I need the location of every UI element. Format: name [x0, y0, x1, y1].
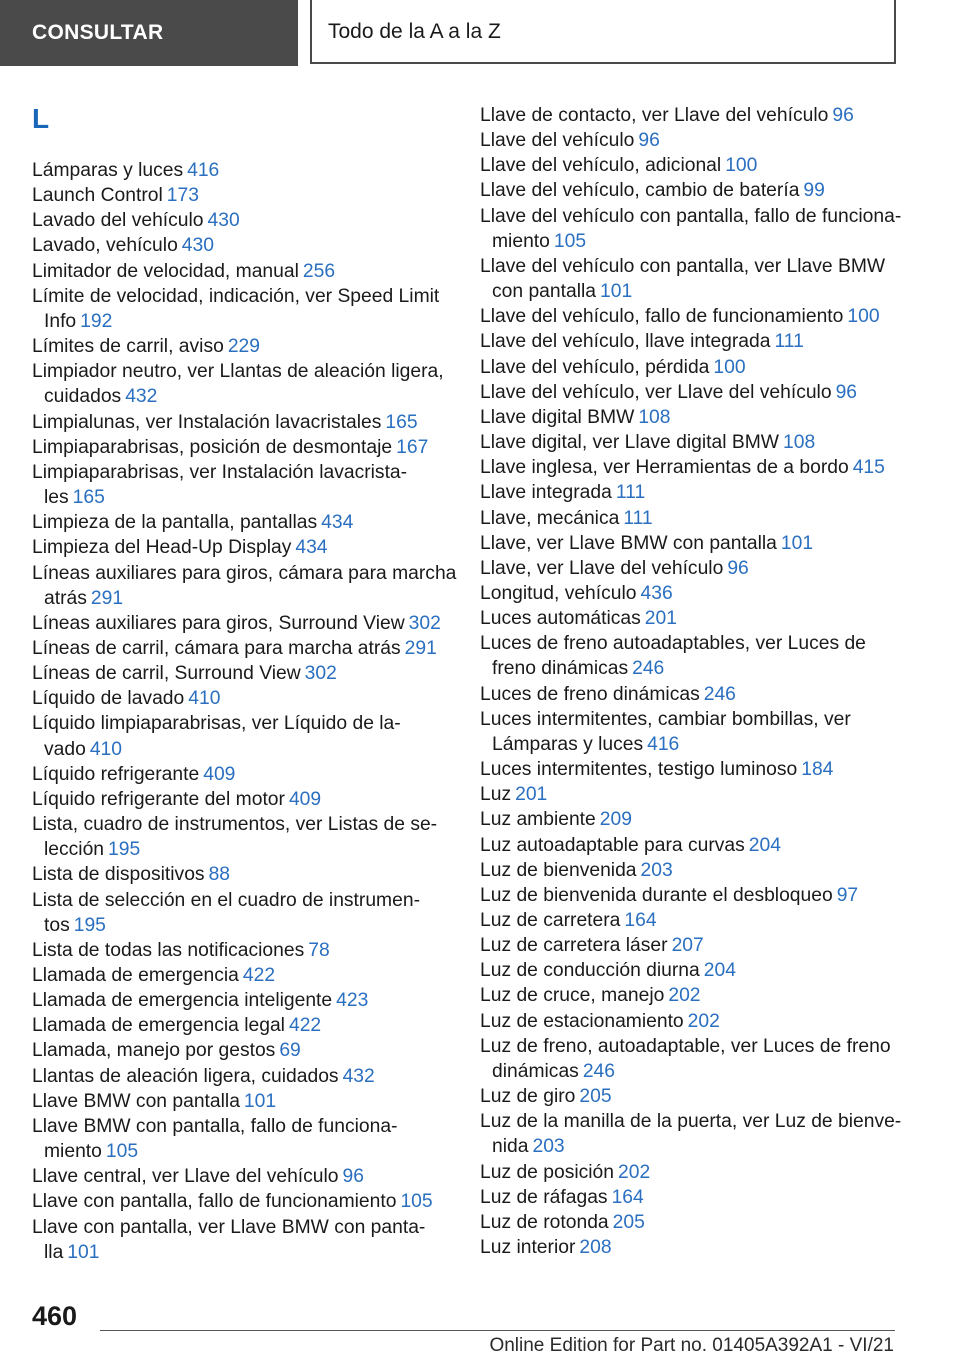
index-entry — [480, 858, 892, 883]
page-reference-link[interactable]: 416 — [647, 733, 680, 755]
entry-text: Llave BMW con pantalla, fallo de funciona- — [32, 1115, 398, 1137]
page-reference-link[interactable]: 96 — [727, 557, 749, 579]
index-entry — [480, 178, 892, 203]
page-reference-link[interactable]: 78 — [308, 939, 330, 961]
page-reference-link[interactable]: 422 — [242, 965, 276, 986]
page-reference-link[interactable]: 430 — [181, 235, 214, 257]
page-header — [0, 0, 896, 66]
page-reference-link[interactable]: 203 — [640, 859, 673, 881]
entry-text: Llave del vehículo con pantalla, fallo de funciona- — [480, 205, 902, 227]
entry-text: Llave del vehículo con pantalla, ver Llave BMW — [480, 255, 886, 277]
entry-text: Luces intermitentes, cambiar bombillas, ver — [480, 708, 851, 730]
footer-divider — [100, 1330, 895, 1331]
index-entry — [480, 833, 892, 858]
page-reference-link[interactable]: 202 — [668, 985, 701, 1007]
index-entry — [480, 883, 892, 908]
index-entry — [480, 606, 892, 631]
index-entry — [32, 888, 444, 938]
section-letter: L — [32, 103, 50, 134]
page-reference-link[interactable]: 96 — [342, 1166, 364, 1188]
entry-text: Limpieza del Head-Up Display — [32, 537, 292, 559]
index-entry — [480, 933, 892, 958]
page-reference-link[interactable]: 256 — [302, 260, 336, 282]
entry-text: Llave del vehículo, llave integrada — [480, 331, 771, 353]
page-reference-link[interactable]: 430 — [207, 210, 240, 232]
page-reference-link[interactable]: 208 — [579, 1237, 612, 1259]
entry-text: Llave integrada — [480, 482, 612, 504]
entry-text: Luz de ráfagas — [480, 1186, 608, 1208]
index-entry — [32, 1189, 444, 1214]
entry-text: Llave BMW con pantalla — [32, 1090, 240, 1112]
page-reference-link[interactable]: 207 — [671, 935, 704, 957]
page-reference-link[interactable]: 97 — [836, 884, 859, 906]
page-reference-link[interactable]: 422 — [288, 1015, 322, 1037]
entry-text: Luz de rotonda — [480, 1211, 609, 1233]
entry-text: Llave del vehículo, fallo de funcionamiento — [480, 306, 844, 328]
entry-text: Líneas de carril, cámara para marcha atrás — [32, 637, 401, 659]
index-entry — [480, 1009, 892, 1034]
entry-text: Llave, ver Llave BMW con pantalla — [480, 532, 777, 554]
entry-text: Líneas de carril, Surround View — [32, 663, 301, 685]
index-entry — [480, 506, 892, 531]
entry-text: Llave de contacto, ver Llave del vehículo — [480, 105, 829, 126]
entry-text: Lavado, vehículo — [32, 235, 178, 257]
index-entry — [32, 812, 444, 862]
index-entry — [480, 757, 892, 782]
index-entry — [32, 359, 444, 409]
page-reference-link[interactable]: 201 — [644, 608, 677, 630]
page-reference-link[interactable]: 111 — [774, 331, 804, 353]
index-entry — [480, 430, 892, 455]
index-entry — [32, 686, 444, 711]
entry-text: Limpiaparabrisas, ver Instalación lavacrista- — [32, 461, 408, 483]
page-reference-link[interactable]: 415 — [852, 457, 885, 479]
entry-text: Luz de posición — [480, 1161, 614, 1183]
index-entry — [32, 1164, 444, 1189]
entry-text: Luz — [480, 784, 512, 806]
page-reference-link[interactable]: 184 — [801, 759, 834, 781]
index-entry — [480, 531, 892, 556]
index-entry — [32, 510, 444, 535]
index-entry — [32, 1215, 444, 1265]
index-entry — [480, 631, 892, 681]
entry-text: Lista, cuadro de instrumentos, ver Listas de se- — [32, 814, 438, 836]
entry-text: Llave con pantalla, fallo de funcionamiento — [32, 1191, 397, 1213]
page-reference-link[interactable]: 291 — [90, 587, 124, 609]
entry-text: Llave, ver Llave del vehículo — [480, 557, 724, 579]
page-reference-link[interactable]: 111 — [615, 482, 646, 504]
page-reference-link[interactable]: 195 — [73, 914, 106, 936]
index-entry — [32, 762, 444, 787]
page-reference-link[interactable]: 96 — [835, 381, 858, 403]
entry-text: Luz de bienvenida — [480, 859, 637, 881]
entry-text: Limpiador neutro, ver Llantas de aleación ligera, — [32, 361, 444, 383]
index-entry — [480, 1160, 892, 1185]
entry-text: Longitud, vehículo — [480, 582, 637, 604]
page-reference-link[interactable]: 246 — [632, 658, 665, 680]
entry-text: Llave del vehículo — [480, 130, 635, 152]
page-reference-link[interactable]: 202 — [687, 1010, 720, 1032]
index-entry — [32, 1114, 444, 1164]
index-entry — [480, 355, 892, 380]
entry-text: Llamada de emergencia inteligente — [32, 990, 333, 1012]
entry-text: Llave central, ver Llave del vehículo — [32, 1166, 339, 1188]
index-entry — [480, 782, 892, 807]
index-entry — [32, 1013, 444, 1038]
page-reference-link[interactable]: 302 — [408, 612, 441, 634]
page-reference-link[interactable]: 167 — [396, 436, 429, 458]
index-entry — [480, 455, 892, 480]
index-entry — [480, 707, 892, 757]
page-reference-link[interactable]: 229 — [227, 336, 260, 358]
page-reference-link[interactable]: 100 — [713, 356, 746, 378]
index-column-left — [32, 158, 457, 1265]
entry-text: Líneas auxiliares para giros, cámara para marcha — [32, 562, 457, 584]
entry-text: Llave, mecánica — [480, 507, 620, 529]
index-entry — [480, 682, 892, 707]
index-entry — [32, 410, 444, 435]
entry-text: Luz de carretera láser — [480, 935, 668, 957]
page-reference-link[interactable]: 246 — [703, 683, 736, 705]
index-entry — [32, 1038, 444, 1063]
entry-text: Llave inglesa, ver Herramientas de a bordo — [480, 457, 849, 479]
index-entry — [32, 988, 444, 1013]
page-reference-link[interactable]: 209 — [599, 809, 632, 831]
entry-text: Limitador de velocidad, manual — [32, 260, 299, 282]
entry-text: Luz ambiente — [480, 809, 596, 831]
page-reference-link[interactable]: 173 — [166, 185, 199, 207]
entry-text: Launch Control — [32, 185, 163, 207]
index-entry — [480, 480, 892, 505]
page-reference-link[interactable]: 165 — [72, 487, 105, 509]
page-reference-link[interactable]: 291 — [404, 637, 437, 659]
index-entry — [480, 1084, 892, 1109]
page-reference-link[interactable]: 105 — [400, 1191, 433, 1213]
entry-text: Luz de conducción diurna — [480, 960, 700, 982]
index-entry — [32, 561, 457, 611]
index-entry — [480, 556, 892, 581]
index-entry — [480, 254, 892, 304]
page-reference-link[interactable]: 423 — [336, 990, 369, 1012]
entry-text: Luz autoadaptable para curvas — [480, 834, 745, 856]
page-reference-link[interactable]: 108 — [638, 406, 671, 428]
entry-text: Lista de selección en el cuadro de instrumen- — [32, 889, 420, 911]
page-reference-link[interactable]: 101 — [780, 532, 814, 554]
entry-text: con pantalla — [492, 281, 596, 303]
page-reference-link[interactable]: 108 — [783, 432, 816, 454]
index-entry — [32, 963, 444, 988]
index-entry — [32, 208, 444, 233]
page-reference-link[interactable]: 436 — [640, 582, 673, 604]
entry-text: Luces de freno autoadaptables, ver Luces de — [480, 633, 866, 655]
entry-text: freno dinámicas — [492, 658, 629, 680]
entry-text: nida — [492, 1136, 529, 1158]
entry-text: Luces de freno dinámicas — [480, 683, 700, 705]
entry-text: Lámparas y luces — [492, 733, 644, 755]
entry-text: Llave del vehículo, cambio de batería — [480, 180, 800, 202]
entry-text: cuidados — [44, 386, 122, 408]
entry-text: Llave del vehículo, ver Llave del vehículo — [480, 381, 832, 403]
entry-text: Llave digital, ver Llave digital BMW — [480, 432, 779, 454]
index-entry — [32, 636, 444, 661]
page-reference-link[interactable]: 101 — [600, 281, 633, 303]
edition-note: Online Edition for Part no. 01405A392A1 - VI/21 — [489, 1335, 894, 1356]
index-entry — [480, 380, 892, 405]
index-entry — [480, 807, 892, 832]
page-reference-link[interactable]: 203 — [532, 1136, 565, 1158]
page-reference-link[interactable]: 100 — [847, 306, 880, 328]
index-entry — [480, 1185, 892, 1210]
index-entry — [480, 1210, 892, 1235]
page-reference-link[interactable]: 164 — [611, 1186, 644, 1208]
index-entry — [32, 862, 444, 887]
section-tab: CONSULTAR — [0, 0, 298, 66]
entry-text: Llave con pantalla, ver Llave BMW con panta- — [32, 1216, 426, 1238]
index-entry — [480, 983, 892, 1008]
page-reference-link[interactable]: 416 — [187, 160, 220, 181]
page-reference-link[interactable]: 302 — [304, 663, 337, 685]
entry-text: Llamada de emergencia — [32, 965, 239, 986]
entry-text: Límites de carril, aviso — [32, 336, 224, 358]
index-entry — [32, 938, 444, 963]
page-reference-link[interactable]: 165 — [385, 411, 418, 433]
entry-text: vado — [44, 738, 86, 760]
entry-text: Luz de freno, autoadaptable, ver Luces de freno — [480, 1035, 891, 1057]
page-reference-link[interactable]: 205 — [612, 1211, 645, 1233]
entry-text: Líquido refrigerante — [32, 763, 200, 785]
page-reference-link[interactable]: 96 — [638, 130, 660, 152]
entry-text: Luz de cruce, manejo — [480, 985, 665, 1007]
index-entry — [32, 787, 444, 812]
entry-text: Líquido de lavado — [32, 688, 185, 710]
entry-text: lla — [44, 1241, 64, 1263]
page-reference-link[interactable]: 101 — [243, 1090, 277, 1112]
entry-text: Limpiaparabrisas, posición de desmontaje — [32, 436, 393, 458]
index-column-right — [480, 103, 902, 1260]
page-reference-link[interactable]: 246 — [582, 1060, 615, 1082]
page-reference-link[interactable]: 204 — [703, 960, 736, 982]
index-entry — [480, 329, 892, 354]
entry-text: Luces intermitentes, testigo luminoso — [480, 759, 798, 781]
page-reference-link[interactable]: 100 — [725, 155, 758, 177]
page-reference-link[interactable]: 409 — [288, 788, 322, 810]
index-entry — [32, 661, 444, 686]
index-entry — [480, 1235, 892, 1260]
entry-text: Lámparas y luces — [32, 160, 184, 181]
index-entry — [480, 128, 892, 153]
entry-text: atrás — [44, 587, 87, 609]
index-entry — [480, 103, 892, 128]
index-entry — [480, 204, 902, 254]
entry-text: dinámicas — [492, 1060, 579, 1082]
index-entry — [32, 158, 444, 183]
entry-text: Luz de giro — [480, 1086, 576, 1108]
page-reference-link[interactable]: 432 — [125, 386, 158, 408]
page-reference-link[interactable]: 409 — [203, 763, 236, 785]
page-reference-link[interactable]: 434 — [321, 512, 354, 534]
index-entry — [480, 1034, 892, 1084]
entry-text: Límite de velocidad, indicación, ver Speed Limit — [32, 285, 440, 307]
entry-text: Lista de todas las notificaciones — [32, 939, 305, 961]
index-entry — [32, 611, 444, 636]
page-reference-link[interactable]: 96 — [832, 105, 854, 126]
page-reference-link[interactable]: 195 — [108, 839, 141, 861]
index-entry — [480, 1109, 902, 1159]
page-number: 460 — [32, 1301, 78, 1331]
page-reference-link[interactable]: 101 — [67, 1241, 100, 1263]
entry-text: Lista de dispositivos — [32, 864, 205, 886]
entry-text: Luz de estacionamiento — [480, 1010, 684, 1032]
entry-text: Luces automáticas — [480, 608, 641, 630]
page-reference-link[interactable]: 111 — [623, 507, 653, 529]
page-reference-link[interactable]: 164 — [624, 910, 657, 931]
entry-text: Info — [44, 310, 77, 332]
index-entry — [32, 435, 444, 460]
entry-text: Limpieza de la pantalla, pantallas — [32, 512, 318, 534]
entry-text: Luz de la manilla de la puerta, ver Luz de bienve- — [480, 1111, 902, 1133]
index-entry — [32, 334, 444, 359]
page-reference-link[interactable]: 410 — [188, 688, 221, 710]
entry-text: tos — [44, 914, 70, 936]
index-entry — [480, 908, 892, 933]
page-reference-link[interactable]: 434 — [295, 537, 328, 559]
entry-text: Limpialunas, ver Instalación lavacristales — [32, 411, 382, 433]
entry-text: Llave digital BMW — [480, 406, 635, 428]
index-entry — [32, 711, 444, 761]
index-entry — [32, 183, 444, 208]
page-reference-link[interactable]: 192 — [80, 310, 113, 332]
entry-text: Llantas de aleación ligera, cuidados — [32, 1065, 339, 1087]
index-entry — [480, 405, 892, 430]
index-entry — [480, 958, 892, 983]
entry-text: Luz de carretera — [480, 910, 621, 931]
entry-text: miento — [492, 230, 550, 252]
index-entry — [32, 284, 444, 334]
entry-text: Llave del vehículo, pérdida — [480, 356, 710, 378]
index-entry — [32, 460, 444, 510]
index-entry — [32, 259, 444, 284]
entry-text: Líquido limpiaparabrisas, ver Líquido de la- — [32, 713, 401, 735]
entry-text: Luz interior — [480, 1237, 576, 1259]
page-reference-link[interactable]: 202 — [618, 1161, 651, 1183]
page-reference-link[interactable]: 410 — [89, 738, 122, 760]
entry-text: Llamada, manejo por gestos — [32, 1040, 276, 1062]
index-entry — [480, 581, 892, 606]
index-entry — [480, 153, 892, 178]
index-entry — [32, 535, 444, 560]
page-reference-link[interactable]: 88 — [208, 864, 231, 886]
page-reference-link[interactable]: 105 — [553, 230, 587, 252]
entry-text: Lavado del vehículo — [32, 210, 204, 232]
index-entry — [32, 1089, 444, 1114]
page-reference-link[interactable]: 204 — [748, 834, 781, 856]
entry-text: miento — [44, 1141, 102, 1163]
index-entry — [480, 304, 892, 329]
entry-text: Líneas auxiliares para giros, Surround View — [32, 612, 405, 634]
entry-text: Luz de bienvenida durante el desbloqueo — [480, 884, 833, 906]
page-reference-link[interactable]: 205 — [579, 1086, 612, 1108]
page-reference-link[interactable]: 99 — [803, 180, 825, 202]
entry-text: Llave del vehículo, adicional — [480, 155, 722, 177]
chapter-title: Todo de la A a la Z — [310, 0, 896, 64]
index-entry — [32, 1064, 444, 1089]
page-reference-link[interactable]: 432 — [342, 1065, 375, 1087]
entry-text: Líquido refrigerante del motor — [32, 788, 285, 810]
entry-text: Llamada de emergencia legal — [32, 1015, 285, 1037]
page-reference-link[interactable]: 105 — [105, 1141, 139, 1163]
entry-text: lección — [44, 839, 105, 861]
page-reference-link[interactable]: 201 — [515, 784, 548, 806]
entry-text: les — [44, 487, 69, 509]
page-reference-link[interactable]: 69 — [279, 1040, 301, 1062]
index-entry — [32, 233, 444, 258]
